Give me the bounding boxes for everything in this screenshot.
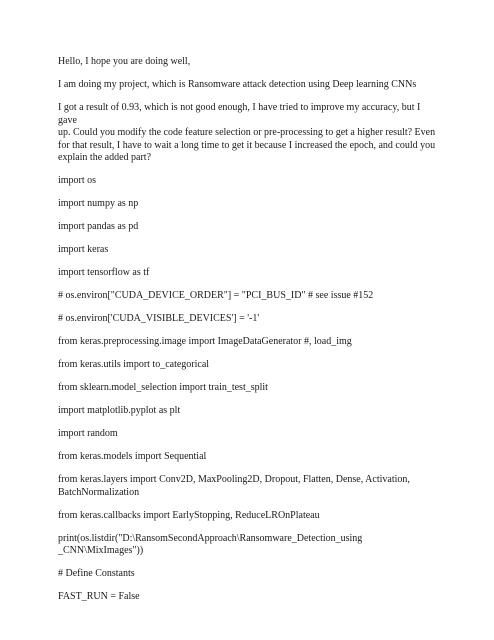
code-comment-line: # Define Constants [58, 568, 135, 579]
project-description: I am doing my project, which is Ransomware attack detection using Deep learning CNNs [58, 79, 417, 90]
code-line: import random [58, 428, 118, 439]
code-line: from keras.preprocessing.image import ImageDataGenerator #, load_img [58, 336, 352, 347]
code-line: import keras [58, 244, 109, 255]
code-comment-line: # os.environ['CUDA_VISIBLE_DEVICES'] = '-1' [58, 313, 260, 324]
code-line: import matplotlib.pyplot as plt [58, 405, 181, 416]
code-line: import pandas as pd [58, 221, 139, 232]
document-body [58, 56, 440, 614]
code-line: from sklearn.model_selection import train_test_split [58, 382, 268, 393]
code-line: import os [58, 175, 97, 186]
greeting-line: Hello, I hope you are doing well, [58, 56, 191, 67]
code-comment-line: # os.environ["CUDA_DEVICE_ORDER"] = "PCI_BUS_ID" # see issue #152 [58, 290, 374, 301]
code-line: import tensorflow as tf [58, 267, 150, 278]
code-line: FAST_RUN = False [58, 591, 140, 602]
code-line: print(os.listdir("D:\RansomSecondApproach\Ransomware_Detection_using _CNN\MixImages")) [58, 532, 363, 556]
code-line: from keras.models import Sequential [58, 451, 207, 462]
code-line: from keras.layers import Conv2D, MaxPooling2D, Dropout, Flatten, Dense, Activation, BatchNormalization [58, 474, 410, 498]
code-line: from keras.utils import to_categorical [58, 359, 210, 370]
request-paragraph: I got a result of 0.93, which is not good enough, I have tried to improve my accuracy, but I gave up. Could you modify the code feature selection or pre-processing to get a higher result? Even for that result, I have to wait a long time to get it because I increased the epoch, and could you explain the added part? [58, 102, 436, 163]
code-line: import numpy as np [58, 198, 139, 209]
code-line: from keras.callbacks import EarlyStopping, ReduceLROnPlateau [58, 509, 320, 521]
